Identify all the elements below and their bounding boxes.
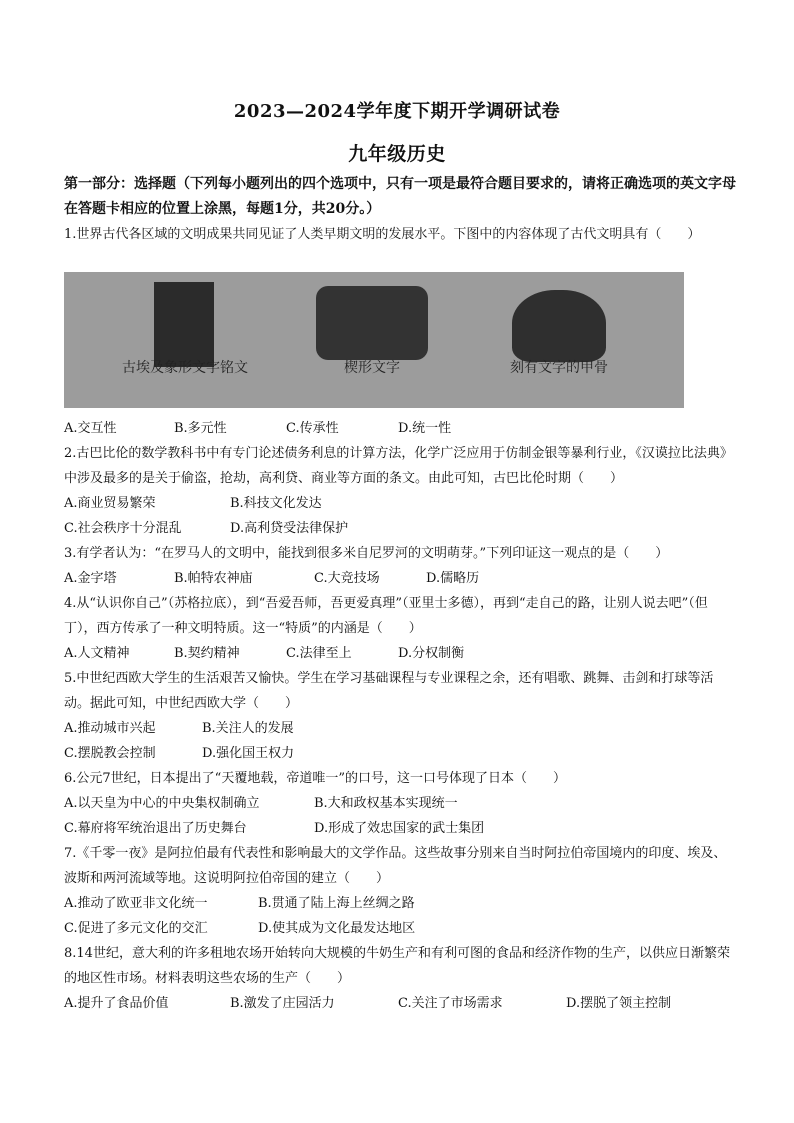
question-6-options-row1: [64, 791, 736, 816]
question-4-stem: 4.从“认识你自己”（苏格拉底），到“吾爱吾师，吾更爱真理”（亚里士多德），再到“走自己的路，让别人说去吧”（但丁），西方传承了一种文明特质。这一“特质”的内涵是（ ）: [64, 596, 708, 636]
option-c: C.关注了市场需求: [398, 996, 503, 1011]
option-b: B.帕特农神庙: [174, 571, 253, 586]
option-d: D.使其成为文化最发达地区: [258, 921, 416, 936]
option-b: B.关注人的发展: [202, 721, 294, 736]
question-3-options: [64, 566, 736, 591]
option-c: C.传承性: [286, 421, 339, 436]
question-1-stem: 1.世界古代各区域的文明成果共同见证了人类早期文明的发展水平。下图中的内容体现了古代文明具有（ ）: [64, 227, 701, 242]
question-4-options: [64, 641, 736, 666]
figure-caption-1: 古埃及象形文字铭文: [122, 360, 248, 376]
option-a: A.金字塔: [64, 571, 117, 586]
option-a: A.交互性: [64, 421, 117, 436]
question-2-options-row1: [64, 491, 736, 516]
option-a: A.推动城市兴起: [64, 721, 156, 736]
question-5-options-row2: [64, 741, 736, 766]
option-a: A.人文精神: [64, 646, 130, 661]
option-b: B.多元性: [174, 421, 227, 436]
option-d: D.摆脱了领主控制: [566, 996, 672, 1011]
option-d: D.形成了效忠国家的武士集团: [314, 821, 485, 836]
egyptian-stele-image: [154, 282, 214, 367]
option-c: C.促进了多元文化的交汇: [64, 921, 208, 936]
option-b: B.科技文化发达: [230, 496, 322, 511]
question-1-options: [64, 416, 736, 441]
option-c: C.大竞技场: [314, 571, 380, 586]
ancient-scripts-figure: [64, 272, 684, 408]
option-d: D.强化国王权力: [202, 746, 295, 761]
question-6-stem: 6.公元7世纪，日本提出了“天覆地载，帝道唯一”的口号，这一口号体现了日本（ ）: [64, 771, 566, 786]
option-a: A.商业贸易繁荣: [64, 496, 156, 511]
question-2-options-row2: [64, 516, 736, 541]
option-c: C.社会秩序十分混乱: [64, 521, 182, 536]
option-b: B.激发了庄园活力: [230, 996, 335, 1011]
question-6-options-row2: [64, 816, 736, 841]
question-8-options: [64, 991, 736, 1016]
option-d: D.儒略历: [426, 571, 480, 586]
question-2-stem: 2.古巴比伦的数学教科书中有专门论述债务利息的计算方法，化学广泛应用于仿制金银等暴利行业，《汉谟拉比法典》中涉及最多的是关于偷盗，抢劫，高利贷、商业等方面的条文。由此可知，古巴比伦时期（ ）: [64, 446, 733, 486]
question-7-options-row1: [64, 891, 736, 916]
option-a: A.提升了食品价值: [64, 996, 169, 1011]
question-7-options-row2: [64, 916, 736, 941]
oracle-bone-image: [512, 290, 606, 362]
option-d: D.统一性: [398, 421, 452, 436]
question-8-stem: 8.14世纪，意大利的许多租地农场开始转向大规模的牛奶生产和有利可图的食品和经济作物的生产，以供应日渐繁荣的地区性市场。材料表明这些农场的生产（ ）: [64, 946, 730, 986]
clay-tablet-image: [316, 286, 428, 360]
figure-caption-2: 楔形文字: [344, 360, 400, 376]
exam-subtitle: 九年级历史: [348, 143, 446, 165]
option-c: C.摆脱教会控制: [64, 746, 156, 761]
question-7-stem: 7.《千零一夜》是阿拉伯最有代表性和影响最大的文学作品。这些故事分别来自当时阿拉伯帝国境内的印度、埃及、波斯和两河流域等地。这说明阿拉伯帝国的建立（ ）: [64, 846, 727, 886]
option-b: B.贯通了陆上海上丝绸之路: [258, 896, 415, 911]
question-3-stem: 3.有学者认为：“在罗马人的文明中，能找到很多米自尼罗河的文明萌芽。”下列印证这一观点的是（ ）: [64, 546, 669, 561]
question-5-stem: 5.中世纪西欧大学生的生活艰苦又愉快。学生在学习基础课程与专业课程之余，还有唱歌、跳舞、击剑和打球等活动。据此可知，中世纪西欧大学（ ）: [64, 671, 714, 711]
option-d: D.高利贷受法律保护: [230, 521, 349, 536]
option-b: B.大和政权基本实现统一: [314, 796, 458, 811]
option-b: B.契约精神: [174, 646, 240, 661]
question-5-options-row1: [64, 716, 736, 741]
option-c: C.法律至上: [286, 646, 352, 661]
option-d: D.分权制衡: [398, 646, 465, 661]
exam-title: 2023—2024学年度下期开学调研试卷: [233, 101, 561, 122]
section-heading: 第一部分：选择题（下列每小题列出的四个选项中，只有一项是最符合题目要求的，请将正确选项的英文字母在答题卡相应的位置上涂黑，每题1分，共20分。）: [64, 176, 736, 217]
option-a: A.以天皇为中心的中央集权制确立: [64, 796, 260, 811]
figure-caption-3: 刻有文字的甲骨: [510, 360, 608, 376]
option-c: C.幕府将军统治退出了历史舞台: [64, 821, 247, 836]
option-a: A.推动了欧亚非文化统一: [64, 896, 208, 911]
